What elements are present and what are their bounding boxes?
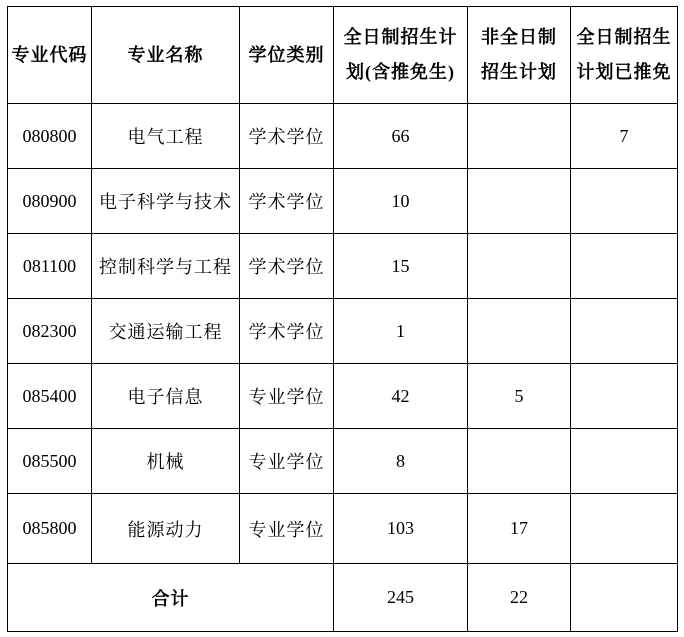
cell-exempted-plan [571, 364, 678, 429]
header-line: 专业代码 [11, 44, 88, 65]
cell-parttime-plan [468, 429, 571, 494]
cell-fulltime-plan: 103 [334, 494, 468, 564]
header-exempted-plan [571, 7, 678, 104]
cell-fulltime-plan: 1 [334, 299, 468, 364]
header-line: 全日制招生计 [343, 27, 458, 47]
cell-parttime-plan [468, 234, 571, 299]
cell-major-code: 080800 [8, 104, 92, 169]
cell-major-code: 080900 [8, 169, 92, 234]
cell-major-name: 电气工程 [92, 104, 240, 169]
table-row [8, 104, 678, 169]
cell-major-code: 081100 [8, 234, 92, 299]
cell-exempted-plan [571, 234, 678, 299]
cell-parttime-plan: 17 [468, 494, 571, 564]
table-row [8, 299, 678, 364]
cell-major-name: 电子科学与技术 [92, 169, 240, 234]
cell-exempted-plan [571, 169, 678, 234]
cell-major-name: 电子信息 [92, 364, 240, 429]
cell-exempted-plan [571, 299, 678, 364]
total-fulltime-plan: 245 [334, 564, 468, 632]
cell-major-code: 085800 [8, 494, 92, 564]
header-line: 计划已推免 [576, 62, 672, 82]
header-major-code [8, 7, 92, 104]
cell-fulltime-plan: 15 [334, 234, 468, 299]
cell-major-name: 交通运输工程 [92, 299, 240, 364]
cell-parttime-plan [468, 104, 571, 169]
table-body [8, 104, 678, 632]
header-major-name [92, 7, 240, 104]
cell-degree-type: 学术学位 [240, 234, 334, 299]
total-parttime-plan: 22 [468, 564, 571, 632]
header-line: 非全日制 [481, 27, 557, 47]
table-row [8, 169, 678, 234]
cell-major-code: 085500 [8, 429, 92, 494]
cell-fulltime-plan: 8 [334, 429, 468, 494]
cell-exempted-plan [571, 494, 678, 564]
cell-fulltime-plan: 42 [334, 364, 468, 429]
header-fulltime-plan [334, 7, 468, 104]
header-degree-type [240, 7, 334, 104]
cell-major-code: 082300 [8, 299, 92, 364]
total-exempted-plan [571, 564, 678, 632]
header-line: 全日制招生 [576, 27, 672, 47]
cell-exempted-plan [571, 429, 678, 494]
header-line: 划(含推免生) [346, 62, 455, 82]
table-row [8, 494, 678, 564]
cell-degree-type: 学术学位 [240, 169, 334, 234]
cell-degree-type: 学术学位 [240, 299, 334, 364]
cell-major-code: 085400 [8, 364, 92, 429]
cell-parttime-plan: 5 [468, 364, 571, 429]
cell-major-name: 控制科学与工程 [92, 234, 240, 299]
admission-plan-table [7, 6, 678, 632]
cell-degree-type: 专业学位 [240, 494, 334, 564]
cell-parttime-plan [468, 299, 571, 364]
cell-major-name: 能源动力 [92, 494, 240, 564]
cell-major-name: 机械 [92, 429, 240, 494]
cell-fulltime-plan: 10 [334, 169, 468, 234]
table-row [8, 429, 678, 494]
cell-degree-type: 专业学位 [240, 429, 334, 494]
cell-exempted-plan: 7 [571, 104, 678, 169]
table-row [8, 364, 678, 429]
table-row [8, 234, 678, 299]
header-line: 招生计划 [481, 62, 557, 82]
header-line: 专业名称 [127, 44, 204, 65]
header-line: 学位类别 [248, 44, 325, 65]
cell-parttime-plan [468, 169, 571, 234]
cell-degree-type: 学术学位 [240, 104, 334, 169]
cell-degree-type: 专业学位 [240, 364, 334, 429]
cell-fulltime-plan: 66 [334, 104, 468, 169]
header-row [8, 7, 678, 104]
table-header [8, 7, 678, 104]
header-parttime-plan [468, 7, 571, 104]
total-row [8, 564, 678, 632]
total-label: 合计 [8, 564, 334, 632]
